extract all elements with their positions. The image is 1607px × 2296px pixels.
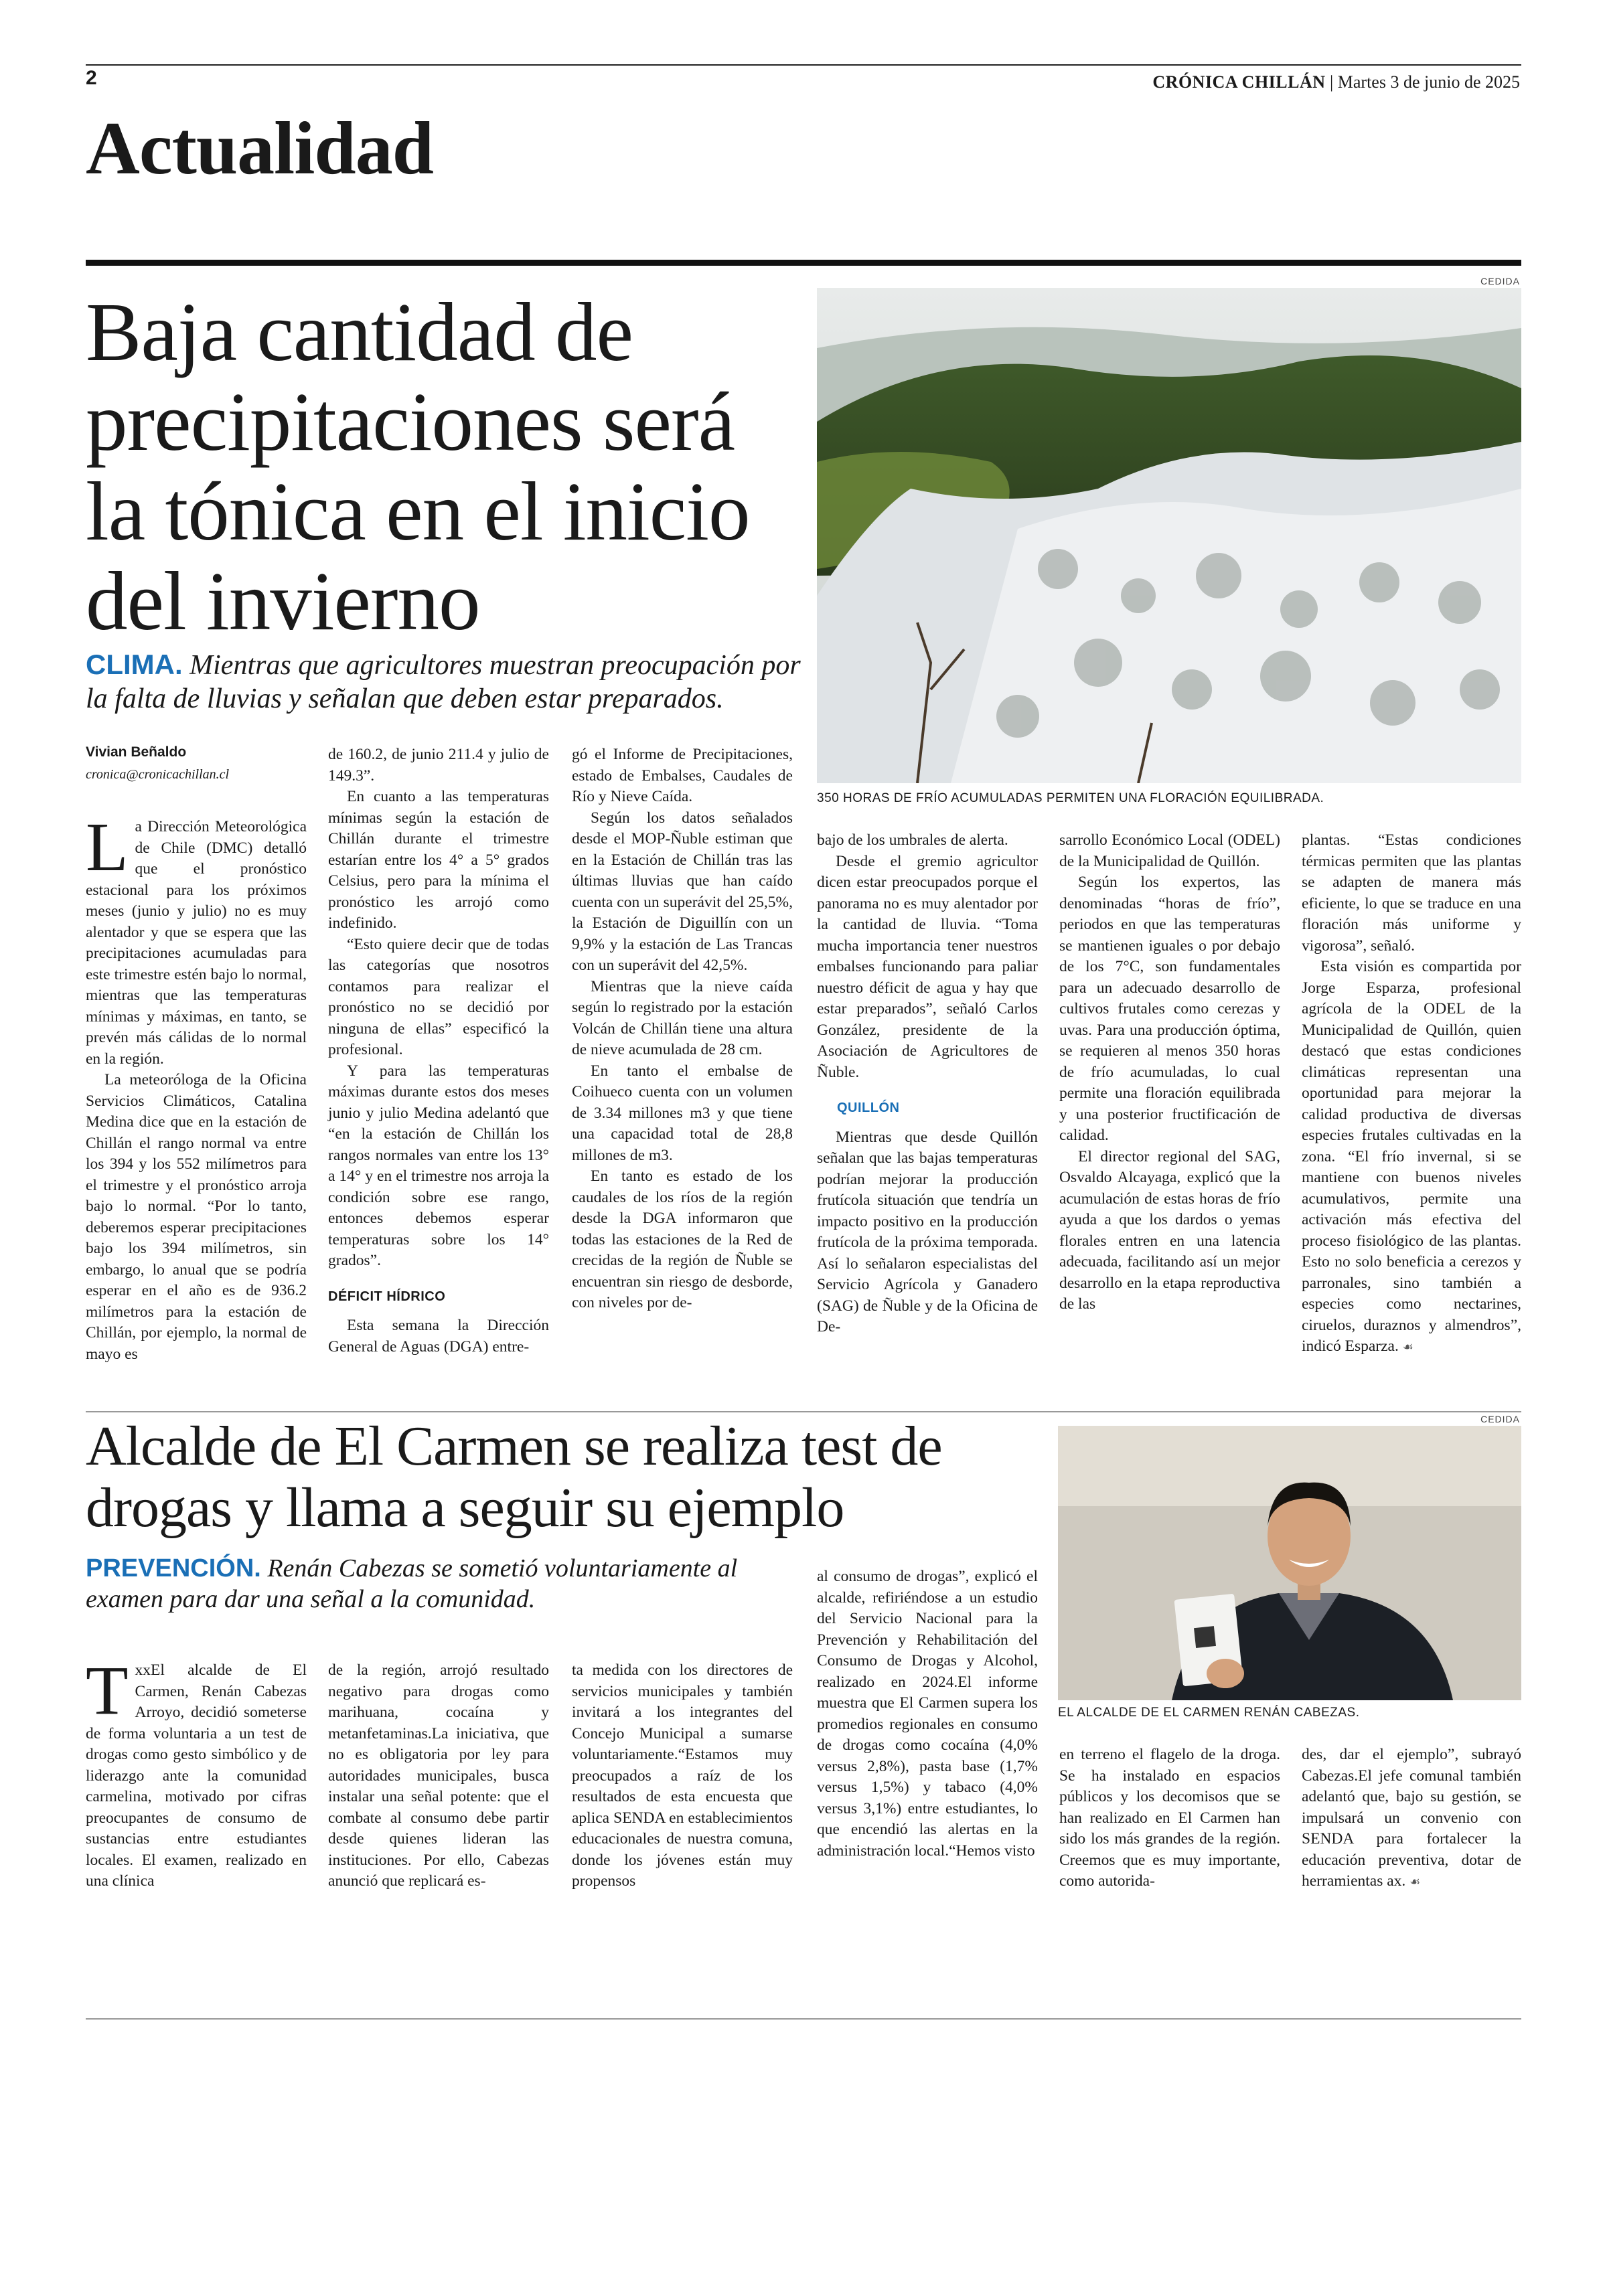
article2-headline: Alcalde de El Carmen se realiza test de drogas y llama a seguir su ejemplo — [86, 1415, 942, 1539]
article1-deck — [86, 648, 809, 716]
author-email: cronica@cronicachillan.cl — [86, 767, 230, 782]
article1-column-5: sarrollo Económico Local (ODEL) de la Municipalidad de Quillón. Según los expertos, las denominadas “horas de frío”, periodos en que las temperaturas se mantienen iguales o por debajo de los 7°C, son fundamentales para un adecuado desarrollo de cultivos frutales como cerezas y uvas. Para una producción óptima, se requieren al menos 350 horas de frío acumuladas, lo cual permite una floración equilibrada y una posterior fructificación de calidad. El director regional del SAG, Osvaldo Alcayaga, explicó que la acumulación de estas horas de frío ayuda a que los dardos o yemas florales entren en una latencia adecuada, facilitando así un mejor desarrollo en la etapa reproductiva de las — [1059, 831, 1280, 1313]
article2-deck-text: Renán Cabezas se sometió voluntariamente al examen para dar una señal a la comunidad. — [86, 1554, 738, 1613]
end-mark-icon: ☙ — [1402, 1340, 1413, 1354]
article1-column-6: plantas. “Estas condiciones térmicas permiten que las plantas se adapten de manera más eficiente, lo que se traduce en una floración más uniforme y vigorosa”, señaló. Esta visión es compartida por Jorge Esparza, profesional agrícola de la ODEL de la Municipalidad de Quillón, quien destacó que estas condiciones climáticas representan una oportunidad para mejorar la calidad productiva de diversas especies frutales cultivadas en la zona. “El frío invernal, si se mantiene con buenos niveles acumulativos, permite una activación más efectiva del proceso fisiológico de las plantas. Esto no solo beneficia a cerezos y parronales, sino también a especies como nectarines, ciruelos, duraznos y almendros”, indicó Esparza. ☙ — [1302, 831, 1521, 1355]
article1-headline: Baja cantidad de precipitaciones será la tónica en el inicio del invierno — [86, 286, 750, 648]
page-number: 2 — [86, 67, 97, 89]
article2-photo-credit: CEDIDA — [1480, 1414, 1520, 1424]
article2-column-6: des, dar el ejemplo”, subrayó Cabezas.El jefe comunal también adelantó que, bajo su gestión, se impulsará un convenio con SENDA para fortalecer la educación preventiva, dotar de herramientas ax. ☙ — [1302, 1746, 1521, 1890]
orchard-photo-illustration — [817, 288, 1521, 783]
masthead: CRÓNICA CHILLÁN | Martes 3 de junio de 2025 — [1152, 72, 1520, 92]
article1-photo-caption: 350 HORAS DE FRÍO ACUMULADAS PERMITEN UNA FLORACIÓN EQUILIBRADA. — [817, 791, 1324, 805]
bottom-rule — [86, 2018, 1521, 2020]
publication-name: CRÓNICA CHILLÁN — [1152, 72, 1326, 92]
top-rule — [86, 64, 1521, 66]
section-rule — [86, 260, 1521, 266]
article1-column-4: bajo de los umbrales de alerta. Desde el gremio agricultor dicen estar preocupados porque el panorama no es muy alentador por la cantidad de lluvia. “Toma mucha importancia tener nuestros embalses funcionando para paliar nuestro déficit de agua y hay que estar preparados”, señaló Carlos González, presidente de la Asociación de Agricultores de Ñuble. QUILLÓN Mientras que desde Quillón señalan que las bajas temperaturas podrían mejorar la producción frutícola situación que tendría un impacto positivo en la producción frutícola de la próxima temporada. Así lo señalaron especialistas del Servicio Agrícola y Ganadero (SAG) de Ñuble y de la Oficina de De- — [817, 831, 1038, 1335]
article2-column-4: al consumo de drogas”, explicó el alcalde, refiriéndose a un estudio del Servicio Nacional para la Prevención y Rehabilitación del Consumo de Drogas y Alcohol, realizado en 2024.El informe muestra que El Carmen supera los promedios regionales en consumo de drogas como cocaína (4,0% versus 2,8%), pasta base (1,7% versus 1,5%) y tabaco (4,0% versus 3,1%) entre estudiantes, lo que encendió las alertas en la administración local.“Hemos visto — [817, 1568, 1038, 1860]
author-name: Vivian Beñaldo — [86, 744, 187, 760]
issue-date: Martes 3 de junio de 2025 — [1337, 72, 1520, 92]
dropcap: T — [86, 1652, 129, 1729]
article1-column-2: de 160.2, de junio 211.4 y julio de 149.3”. En cuanto a las temperaturas mínimas según la estación de Chillán durante el trimestre estarían entre los 4° a 5° grados Celsius, pero para la mínima el pronóstico les arrojó como indefinido. “Esto quiere decir que de todas las categorías que nosotros contamos para realizar el pronóstico no se decidió por ninguna de ellas” especificó la profesional. Y para las temperaturas máximas durante estos dos meses junio y julio Medina adelantó que “en la estación de Chillán los rangos normales van entre los 13° a 14° y en el trimestre nos arroja la condición sobre ese rango, entonces debemos esperar temperaturas sobre los 14° grados”. DÉFICIT HÍDRICO Esta semana la Dirección General de Aguas (DGA) entre- — [328, 746, 549, 1356]
article1-photo — [817, 288, 1521, 783]
subhead-quillon: QUILLÓN — [837, 1100, 900, 1115]
article2-kicker: PREVENCIÓN. — [86, 1554, 261, 1582]
mayor-photo-illustration — [1058, 1426, 1521, 1700]
end-mark-icon: ☙ — [1409, 1875, 1421, 1889]
article1-photo-credit: CEDIDA — [1480, 276, 1520, 286]
article-divider — [86, 1411, 1521, 1412]
article1-deck-text: Mientras que agricultores muestran preocupación por la falta de lluvias y señalan que deben estar preparados. — [86, 650, 801, 714]
article1-column-1: La Dirección Meteorológica de Chile (DMC) detalló que el pronóstico estacional para los próximos meses (junio y julio) no es muy alentador y que se espera que las precipitaciones acumuladas para este trimestre estén bajo lo normal, mientras que las temperaturas mínimas y máximas, en tanto, se prevén más cálidas de lo normal en la región. La meteoróloga de la Oficina Servicios Climáticos, Catalina Medina dice que en la estación de Chillán el rango normal va entre los 394 y los 552 milímetros para el trimestre y el pronóstico arroja bajo lo normal. “Por lo tanto, deberemos esperar precipitaciones bajo los 394 milímetros, sin embargo, lo anual que se podría esperar en el año es de 936.2 milímetros para la estación de Chillán, por ejemplo, la normal de mayo es — [86, 809, 307, 1363]
article2-column-5: en terreno el flagelo de la droga. Se ha instalado en espacios públicos y los decomisos que se han realizado en El Carmen han sido los más grandes de la región. Creemos que es muy importante, como autorida- — [1059, 1746, 1280, 1890]
article1-kicker: CLIMA. — [86, 649, 183, 680]
subhead-deficit: DÉFICIT HÍDRICO — [328, 1289, 446, 1304]
article2-photo — [1058, 1426, 1521, 1700]
article2-column-2: de la región, arrojó resultado negativo para drogas como marihuana, cocaína y metanfetaminas.La iniciativa, que no es obligatoria por ley para autoridades municipales, busca instalar una señal potente: que el combate al consumo debe partir desde quienes lideran las instituciones. Por ello, Cabezas anunció que replicará es- — [328, 1661, 549, 1890]
article2-column-1: TxxEl alcalde de El Carmen, Renán Cabezas Arroyo, decidió someterse de forma voluntaria a un test de drogas como gesto simbólico y de liderazgo ante la comunidad carmelina, motivado por cifras preocupantes de consumo de sustancias entre estudiantes locales. El examen, realizado en una clínica — [86, 1652, 307, 1890]
article2-column-3: ta medida con los directores de servicios municipales y también invitará a los integrantes del Concejo Municipal a sumarse voluntariamente.“Estamos muy preocupados a raíz de los resultados de esta encuesta que aplica SENDA en establecimientos educacionales de nuestra comuna, donde los jóvenes están muy propensos — [572, 1661, 793, 1890]
article1-column-3: gó el Informe de Precipitaciones, estado de Embalses, Caudales de Río y Nieve Caída. Según los datos señalados desde el MOP-Ñuble estiman que en la Estación de Chillán tras las últimas lluvias que han caído cuenta con un superávit del 25,5%, la Estación de Diguillín con un 9,9% y la estación de Las Trancas con un superávit del 42,5%. Mientras que la nieve caída según lo registrado por la estación Volcán de Chillán tiene una altura de nieve acumulada de 28 cm. En tanto el embalse de Coihueco cuenta con un volumen de 3.34 millones m3 y que tiene una capacidad total de 28,8 millones de m3. En tanto es estado de los caudales de los ríos de la región desde la DGA informaron que todas las estaciones de la Red de crecidas de la región de Ñuble se encuentran sin riesgo de desborde, con niveles por de- — [572, 746, 793, 1311]
article2-photo-caption: EL ALCALDE DE EL CARMEN RENÁN CABEZAS. — [1058, 1706, 1360, 1720]
dropcap: L — [86, 809, 129, 886]
article1-byline — [86, 744, 327, 783]
section-title: Actualidad — [86, 107, 433, 190]
article2-deck — [86, 1553, 809, 1615]
